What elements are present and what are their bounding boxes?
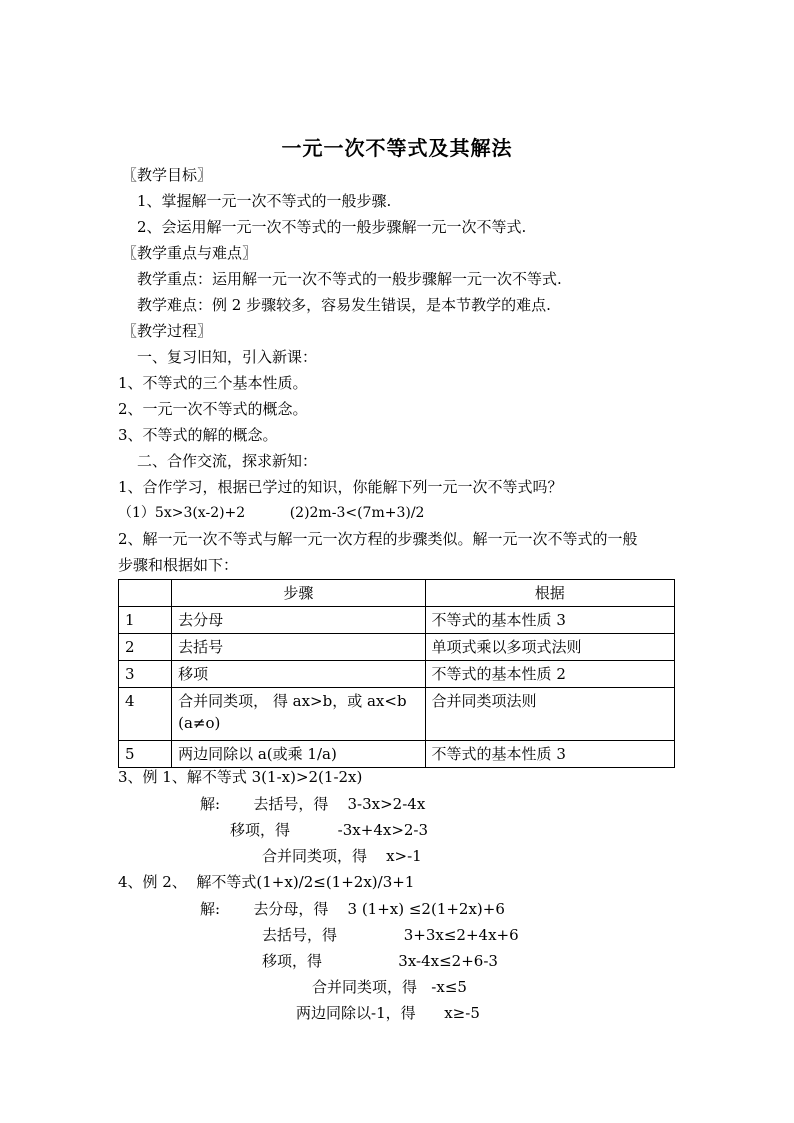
example-2-line-2: 去括号，得 3+3x≤2+4x+6 [262,926,519,944]
key-header: 〖教学重点与难点〗 [122,244,258,262]
table-row [119,661,675,688]
table-cell: 去括号 [172,634,425,661]
table-cell: 5 [119,741,172,768]
goals-header: 〖教学目标〗 [122,166,213,184]
process-header: 〖教学过程〗 [122,322,213,340]
example-2-heading: 4、例 2、 解不等式(1+x)/2≤(1+2x)/3+1 [118,873,415,891]
table-cell: 不等式的基本性质 2 [425,661,674,688]
part-1-heading: 一、复习旧知，引入新课： [137,348,318,366]
part-1-item-2: 2、一元一次不等式的概念。 [118,400,308,418]
part-1-item-1: 1、不等式的三个基本性质。 [118,374,308,392]
table-header-cell [119,580,172,607]
steps-table [118,579,675,768]
example-1-line-2: 移项，得 -3x+4x>2-3 [230,821,429,839]
table-cell: 4 [119,688,172,741]
example-1-line-1: 解: 去括号，得 3-3x>2-4x [200,795,426,813]
goal-2: 2、会运用解一元一次不等式的一般步骤解一元一次不等式. [137,218,527,236]
table-cell: 移项 [172,661,425,688]
example-1-line-3: 合并同类项，得 x>-1 [262,847,422,865]
table-cell: 3 [119,661,172,688]
table-cell: 不等式的基本性质 3 [425,741,674,768]
difficulty: 教学难点：例 2 步骤较多，容易发生错误，是本节教学的难点. [137,296,551,314]
table-header-row [119,580,675,607]
table-header-cell: 根据 [425,580,674,607]
part-1-item-3: 3、不等式的解的概念。 [118,426,278,444]
page-title: 一元一次不等式及其解法 [281,136,513,160]
part-2-item-1: 1、合作学习，根据已学过的知识，你能解下列一元一次不等式吗？ [118,478,563,496]
table-cell: 两边同除以 a(或乘 1/a) [172,741,425,768]
table-header-cell: 步骤 [172,580,425,607]
table-cell: 2 [119,634,172,661]
table-row [119,634,675,661]
part-2-heading: 二、合作交流，探求新知： [137,452,318,470]
part-2-item-2-line-2: 步骤和根据如下： [118,556,239,574]
table-cell: 合并同类项法则 [425,688,674,741]
goal-1: 1、掌握解一元一次不等式的一般步骤. [137,192,392,210]
table-cell: 不等式的基本性质 3 [425,607,674,634]
key-point: 教学重点：运用解一元一次不等式的一般步骤解一元一次不等式. [137,270,562,288]
table-cell: 单项式乘以多项式法则 [425,634,674,661]
example-2-line-5: 两边同除以-1，得 x≥-5 [296,1004,480,1022]
part-2-equations: （1）5x>3(x-2)+2 (2)2m-3<(7m+3)/2 [118,505,425,521]
table-row [119,741,675,768]
example-2-line-1: 解: 去分母，得 3 (1+x) ≤2(1+2x)+6 [200,900,505,918]
example-2-line-4: 合并同类项，得 -x≤5 [312,978,467,996]
example-1-heading: 3、例 1、解不等式 3(1-x)>2(1-2x) [118,768,363,786]
example-2-line-3: 移项，得 3x-4x≤2+6-3 [262,952,498,970]
table-row [119,688,675,741]
table-cell: 合并同类项， 得 ax>b，或 ax<b (a≠o) [172,688,425,741]
part-2-item-2-line-1: 2、解一元一次不等式与解一元一次方程的步骤类似。解一元一次不等式的一般 [118,530,638,548]
table-cell: 去分母 [172,607,425,634]
table-row [119,607,675,634]
table-cell: 1 [119,607,172,634]
